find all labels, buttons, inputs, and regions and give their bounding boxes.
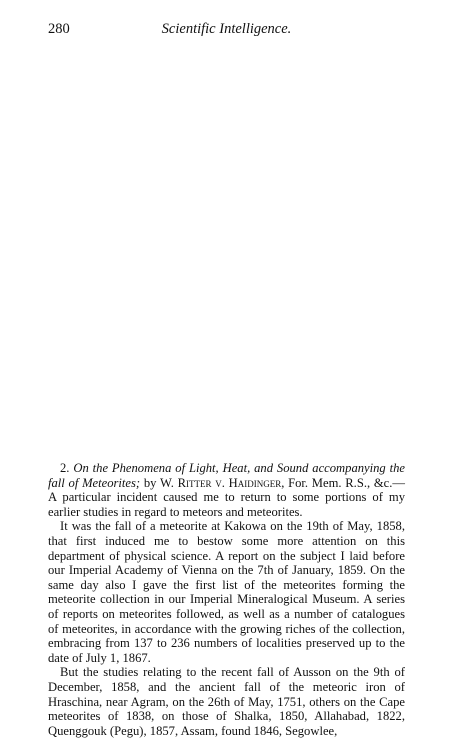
- article-body: [48, 461, 405, 738]
- running-title: Scientific Intelligence.: [161, 21, 292, 37]
- body-paragraph-1: It was the fall of a meteorite at Kakowa on the 19th of May, 1858, that first induced me to bestow some more attention on this department of physical science. A report on the subject I laid before our Imperial Academy of Vienna on the 7th of January, 1859. On the same day also I gave the first list of the meteorites forming the meteorite collection in our Imperial Mineralogical Museum. A series of reports on meteorites followed, as well as a number of catalogues of meteorites, in accordance with the growing riches of the collection, embracing from 137 to 236 numbers of localities preserved up to the date of July 1, 1867.: [48, 519, 405, 665]
- article-title: On the Phenomena of Light, Heat, and Sound accompanying the fall of Meteorites;: [48, 461, 406, 490]
- article-by: by W.: [143, 475, 174, 490]
- article-intro: , For. Mem. R.S., &c.—A particular incident caused me to return to some portions of my earlier studies in regard to meteors and meteorites.: [48, 475, 405, 519]
- page-number: 280: [48, 21, 70, 37]
- running-header: [48, 20, 405, 38]
- article-number: 2.: [60, 461, 70, 475]
- article-heading-paragraph: [48, 461, 405, 519]
- body-paragraph-2: But the studies relating to the recent fall of Ausson on the 9th of December, 1858, and the ancient fall of the meteoric iron of Hraschina, near Agram, on the 26th of May, 1751, others on the Cape meteorites of 1838, on those of Shalka, 1850, Allahabad, 1822, Quenggouk (Pegu), 1857, Assam, found 1846, Segowlee,: [48, 665, 405, 738]
- article-author: Ritter v. Haidinger: [177, 475, 282, 490]
